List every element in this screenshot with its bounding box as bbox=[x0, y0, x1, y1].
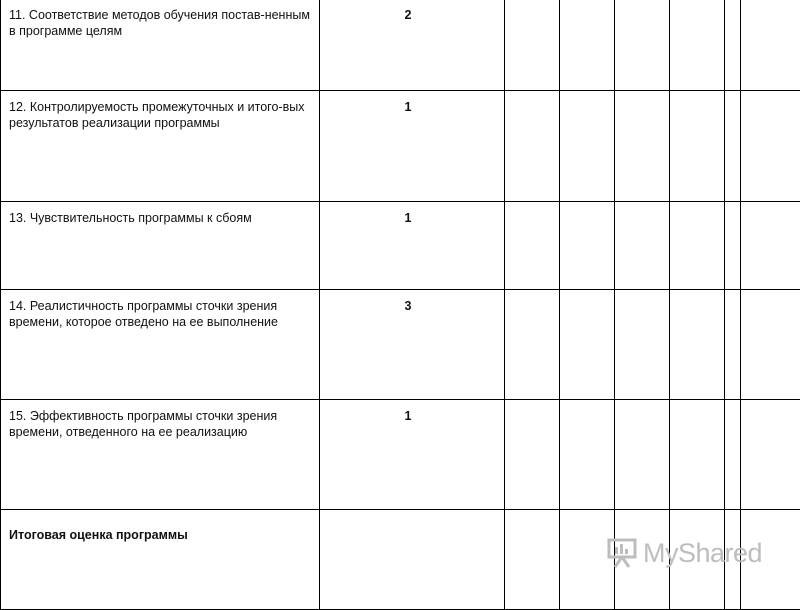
score-cell bbox=[320, 91, 505, 202]
empty-cell bbox=[560, 290, 615, 400]
criterion-cell: 15. Эффективность программы сточки зрения времени, отведенного на ее реализацию bbox=[1, 400, 320, 510]
score-cell bbox=[320, 0, 505, 91]
total-score-cell bbox=[320, 510, 505, 610]
empty-cell bbox=[560, 400, 615, 510]
empty-cell bbox=[725, 0, 741, 91]
empty-cell bbox=[741, 290, 800, 400]
empty-cell bbox=[505, 290, 560, 400]
empty-cell bbox=[725, 91, 741, 202]
empty-cell bbox=[560, 0, 615, 91]
empty-cell bbox=[670, 400, 725, 510]
watermark-text: MyShared bbox=[643, 538, 762, 569]
empty-cell bbox=[725, 290, 741, 400]
score-cell bbox=[320, 400, 505, 510]
empty-cell bbox=[560, 202, 615, 290]
empty-cell bbox=[741, 400, 800, 510]
empty-cell bbox=[670, 0, 725, 91]
empty-cell bbox=[505, 400, 560, 510]
empty-cell bbox=[615, 400, 670, 510]
criterion-cell: 12. Контролируемость промежуточных и итого-вых результатов реализации программы bbox=[1, 91, 320, 202]
empty-cell bbox=[505, 0, 560, 91]
score-value: 1 bbox=[405, 408, 412, 424]
empty-cell bbox=[615, 0, 670, 91]
criterion-cell: 14. Реалистичность программы сточки зрения времени, которое отведено на ее выполнение bbox=[1, 290, 320, 400]
empty-cell bbox=[615, 91, 670, 202]
score-cell bbox=[320, 202, 505, 290]
table-row bbox=[1, 0, 800, 91]
table-row bbox=[1, 91, 800, 202]
empty-cell bbox=[670, 91, 725, 202]
empty-cell bbox=[615, 202, 670, 290]
empty-cell bbox=[741, 91, 800, 202]
empty-cell bbox=[725, 400, 741, 510]
score-value: 3 bbox=[405, 298, 412, 314]
empty-cell bbox=[670, 202, 725, 290]
empty-cell bbox=[741, 202, 800, 290]
score-value: 1 bbox=[405, 99, 412, 115]
total-label-cell: Итоговая оценка программы bbox=[1, 510, 320, 610]
empty-cell bbox=[670, 290, 725, 400]
watermark bbox=[607, 536, 762, 570]
empty-cell bbox=[505, 91, 560, 202]
empty-cell bbox=[615, 290, 670, 400]
score-value: 2 bbox=[405, 7, 412, 23]
empty-cell bbox=[560, 91, 615, 202]
score-value: 1 bbox=[405, 210, 412, 226]
table-row bbox=[1, 400, 800, 510]
criterion-cell: 13. Чувствительность программы к сбоям bbox=[1, 202, 320, 290]
empty-cell bbox=[505, 510, 560, 610]
table-row bbox=[1, 290, 800, 400]
empty-cell bbox=[725, 202, 741, 290]
table-row bbox=[1, 202, 800, 290]
score-cell bbox=[320, 290, 505, 400]
criterion-cell: 11. Соответствие методов обучения постав-ненным в программе целям bbox=[1, 0, 320, 91]
empty-cell bbox=[741, 0, 800, 91]
presentation-board-icon bbox=[607, 538, 639, 568]
empty-cell bbox=[505, 202, 560, 290]
